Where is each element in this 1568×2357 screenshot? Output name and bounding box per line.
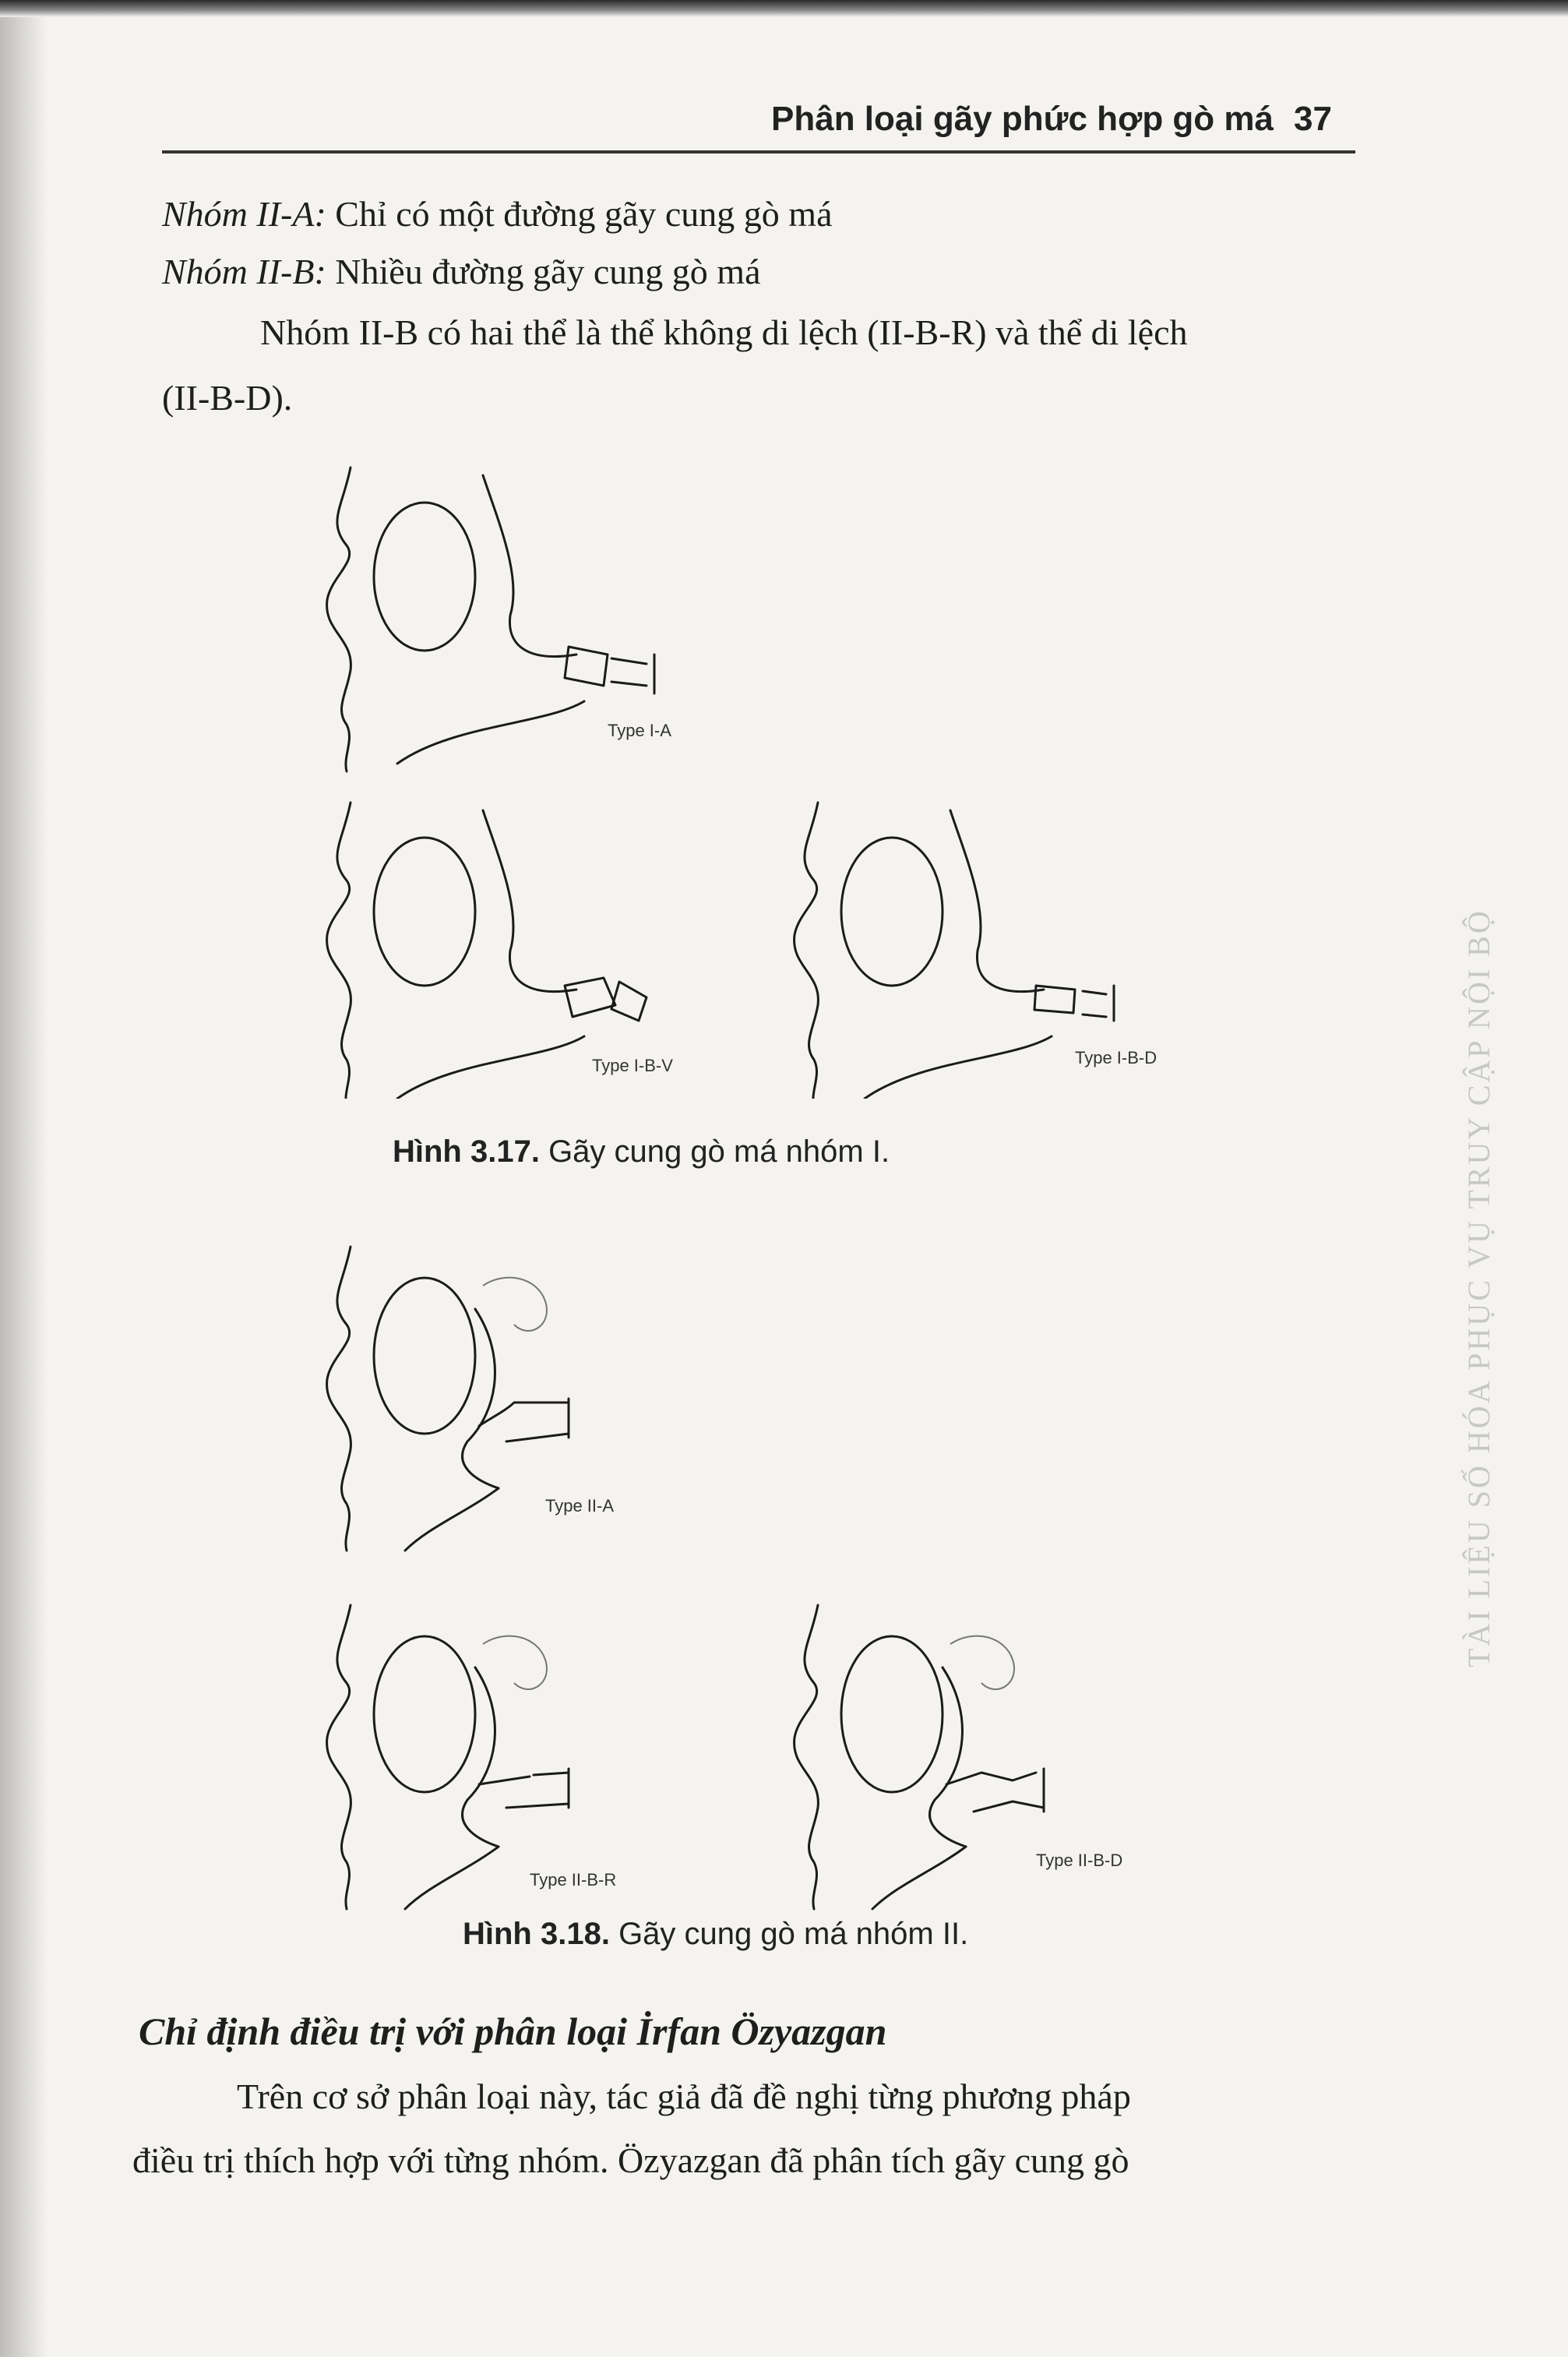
figure-3-17-caption-text: Gãy cung gò má nhóm I. [539, 1134, 890, 1169]
figure-3-18-illustration [312, 1239, 1246, 1917]
figure-3-18-caption-text: Gãy cung gò má nhóm II. [609, 1917, 969, 1951]
group-2b-text: Nhiều đường gãy cung gò má [326, 252, 761, 291]
skull-sketch-type-ii-b-r [327, 1605, 617, 1909]
label-type-ii-b-r: Type II-B-R [530, 1870, 617, 1889]
header-title: Phân loại gãy phức hợp gò má [771, 100, 1274, 138]
skull-sketch-type-i-a [327, 468, 672, 771]
paragraph-line-1: Nhóm II-B có hai thể là thể không di lệch (II-B-R) và thể di lệch [260, 312, 1188, 352]
figure-3-18-number: Hình 3.18. [463, 1917, 610, 1951]
group-2a-label: Nhóm II-A: [162, 194, 326, 234]
label-type-i-b-v: Type I-B-V [592, 1056, 673, 1075]
skull-sketch-type-i-b-d [795, 803, 1158, 1099]
label-type-i-b-d: Type I-B-D [1075, 1048, 1158, 1067]
group-2a-text: Chỉ có một đường gãy cung gò má [326, 194, 833, 234]
group-2b-line [162, 251, 761, 292]
digitization-watermark: TÀI LIỆU SỐ HÓA PHỤC VỤ TRUY CẬP NỘI BỘ [1461, 909, 1496, 1667]
figure-3-17-illustration [312, 460, 1246, 1099]
section-line-2: điều trị thích hợp với từng nhóm. Özyazgan đã phân tích gãy cung gò [132, 2140, 1129, 2180]
figure-3-17-caption [393, 1134, 890, 1170]
page-number: 37 [1294, 100, 1332, 138]
paragraph-line-2: (II-B-D). [162, 378, 293, 418]
label-type-ii-a: Type II-A [545, 1496, 615, 1515]
skull-sketch-type-ii-a [327, 1247, 615, 1551]
page-edge-left [0, 0, 47, 2357]
skull-sketch-type-i-b-v [327, 803, 674, 1099]
label-type-ii-b-d: Type II-B-D [1036, 1851, 1123, 1870]
figure-3-17-number: Hình 3.17. [393, 1134, 540, 1169]
skull-sketch-type-ii-b-d [795, 1605, 1123, 1909]
group-2a-line [162, 193, 833, 235]
running-header [771, 100, 1332, 139]
label-type-i-a: Type I-A [608, 721, 671, 740]
page-edge-top [0, 0, 1568, 17]
header-rule [162, 150, 1355, 153]
figure-3-18-caption [463, 1917, 968, 1952]
group-2b-label: Nhóm II-B: [162, 252, 326, 291]
section-title: Chỉ định điều trị với phân loại İrfan Özyazgan [139, 2009, 887, 2053]
section-line-1: Trên cơ sở phân loại này, tác giả đã đề nghị từng phương pháp [237, 2076, 1131, 2116]
